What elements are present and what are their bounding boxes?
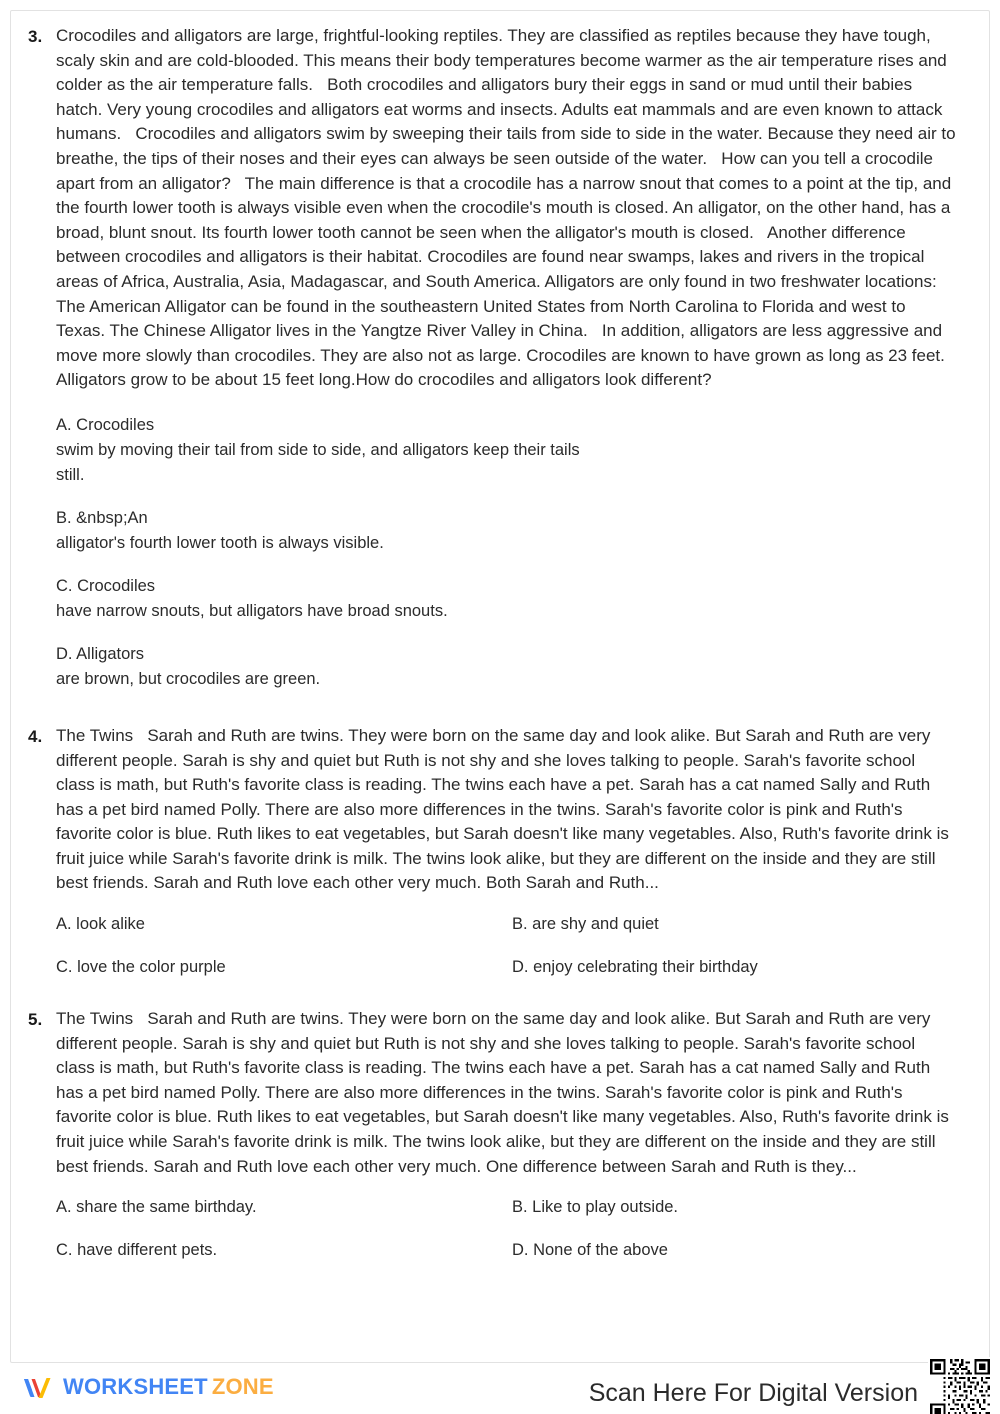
question-item-4 — [28, 724, 958, 979]
answer-options-list — [56, 912, 958, 979]
logo-w-icon — [20, 1370, 54, 1404]
question-body — [56, 1007, 958, 1262]
answer-option-text: have narrow snouts, but alligators have broad snouts. — [56, 601, 448, 620]
question-number: 5. — [28, 1010, 43, 1030]
answer-options-list — [56, 1195, 958, 1262]
answer-option-a[interactable]: A. look alike — [56, 915, 145, 934]
answer-option-text: are brown, but crocodiles are green. — [56, 669, 321, 688]
worksheet-zone-logo[interactable] — [20, 1370, 274, 1404]
logo-text — [63, 1374, 274, 1400]
scan-label: Scan Here For Digital Version — [588, 1378, 918, 1407]
answer-option-c[interactable]: C. love the color purple — [56, 958, 226, 977]
answer-option-b[interactable]: B. are shy and quiet — [512, 915, 659, 934]
answer-option-c[interactable]: C. have different pets. — [56, 1241, 218, 1260]
answer-option-b[interactable]: B. Like to play outside. — [512, 1198, 679, 1217]
answer-options-list — [56, 413, 958, 692]
page-footer — [0, 1364, 1000, 1414]
logo-text-primary: WORKSHEET — [63, 1374, 208, 1399]
answer-option-b[interactable] — [56, 506, 958, 556]
answer-option-label: D. Alligators — [56, 644, 145, 663]
answer-option-label: A. Crocodiles — [56, 415, 155, 434]
answer-option-a[interactable] — [56, 413, 958, 488]
question-item-5 — [28, 1007, 958, 1262]
answer-option-d[interactable] — [56, 642, 958, 692]
answer-option-text-cont: still. — [56, 465, 85, 484]
question-item-3 — [28, 24, 961, 692]
answer-option-c[interactable] — [56, 574, 958, 624]
question-number: 4. — [28, 726, 43, 746]
answer-option-label: B. &nbsp;An — [56, 508, 148, 527]
answer-option-d[interactable]: D. enjoy celebrating their birthday — [512, 958, 758, 977]
question-number: 3. — [28, 27, 43, 46]
answer-option-text: alligator's fourth lower tooth is always visible. — [56, 533, 384, 552]
qr-code-icon[interactable] — [928, 1357, 992, 1414]
question-body — [56, 724, 958, 979]
question-body — [56, 24, 961, 692]
question-passage: Crocodiles and alligators are large, frightful-looking reptiles. They are classified as reptiles because they have tough, scaly skin and are cold-blooded. This means their body temperatures become warmer as the air temperature rises and colder as the air temperature falls. Both crocodiles and alligators bury their eggs in sand or mud until their babies hatch. Very young crocodiles and alligators eat worms and insects. Adults eat mammals and are even known to attack humans. Crocodiles and alligators swim by sweeping their tails from side to side in the water. Because they need air to breathe, the tips of their noses and their eyes can always be seen outside of the water. How can you tell a crocodile apart from an alligator? The main difference is that a crocodile has a narrow snout that comes to a point at the tip, and the fourth lower tooth is always visible even when the crocodile's mouth is closed. An alligator, on the other hand, has a broad, blunt snout. Its fourth lower tooth cannot be seen when the alligator's mouth is closed. Another difference between crocodiles and alligators is their habitat. Crocodiles are found near swamps, lakes and rivers in the tropical areas of Africa, Australia, Asia, Madagascar, and South America. Alligators are only found in two freshwater locations: The American Alligator can be found in the southeastern United States from North Carolina to Florida and west to Texas. The Chinese Alligator lives in the Yangtze River Valley in China. In addition, alligators are less aggressive and move more slowly than crocodiles. They are also not as large. Crocodiles are known to have grown as long as 23 feet. Alligators grow to be about 15 feet long.How do crocodiles and alligators look different? — [56, 26, 961, 390]
question-spacer — [28, 698, 958, 724]
question-passage: The Twins Sarah and Ruth are twins. They were born on the same day and look alike. But Sarah and Ruth are very different people. Sarah is shy and quiet but Ruth is not shy and she loves talking to people. Sarah's favorite school class is math, but Ruth's favorite class is reading. The twins each have a pet. Sarah has a cat named Sally and Ruth has a pet bird named Polly. There are also more differences in the twins. Sarah's favorite color is pink and Ruth's favorite color is blue. Ruth likes to eat vegetables, but Sarah doesn't like many vegetables. Also, Ruth's favorite drink is fruit juice while Sarah's favorite drink is milk. The twins look alike, but they are different on the inside and they are still best friends. Sarah and Ruth love each other very much. One difference between Sarah and Ruth is they... — [56, 1009, 954, 1176]
answer-option-text: swim by moving their tail from side to side, and alligators keep their tails — [56, 440, 580, 459]
answer-option-a[interactable]: A. share the same birthday. — [56, 1198, 257, 1217]
logo-text-secondary: ZONE — [211, 1374, 274, 1399]
answer-option-d[interactable]: D. None of the above — [512, 1241, 668, 1260]
question-spacer — [28, 985, 958, 1007]
question-passage: The Twins Sarah and Ruth are twins. They were born on the same day and look alike. But Sarah and Ruth are very different people. Sarah is shy and quiet but Ruth is not shy and she loves talking to people. Sarah's favorite school class is math, but Ruth's favorite class is reading. The twins each have a pet. Sarah has a cat named Sally and Ruth has a pet bird named Polly. There are also more differences in the twins. Sarah's favorite color is pink and Ruth's favorite color is blue. Ruth likes to eat vegetables, but Sarah doesn't like many vegetables. Also, Ruth's favorite drink is fruit juice while Sarah's favorite drink is milk. The twins look alike, but they are different on the inside and they are still best friends. Sarah and Ruth love each other very much. Both Sarah and Ruth... — [56, 725, 954, 893]
worksheet-content — [28, 24, 961, 1268]
answer-option-label: C. Crocodiles — [56, 576, 156, 595]
scan-section — [589, 1364, 992, 1414]
